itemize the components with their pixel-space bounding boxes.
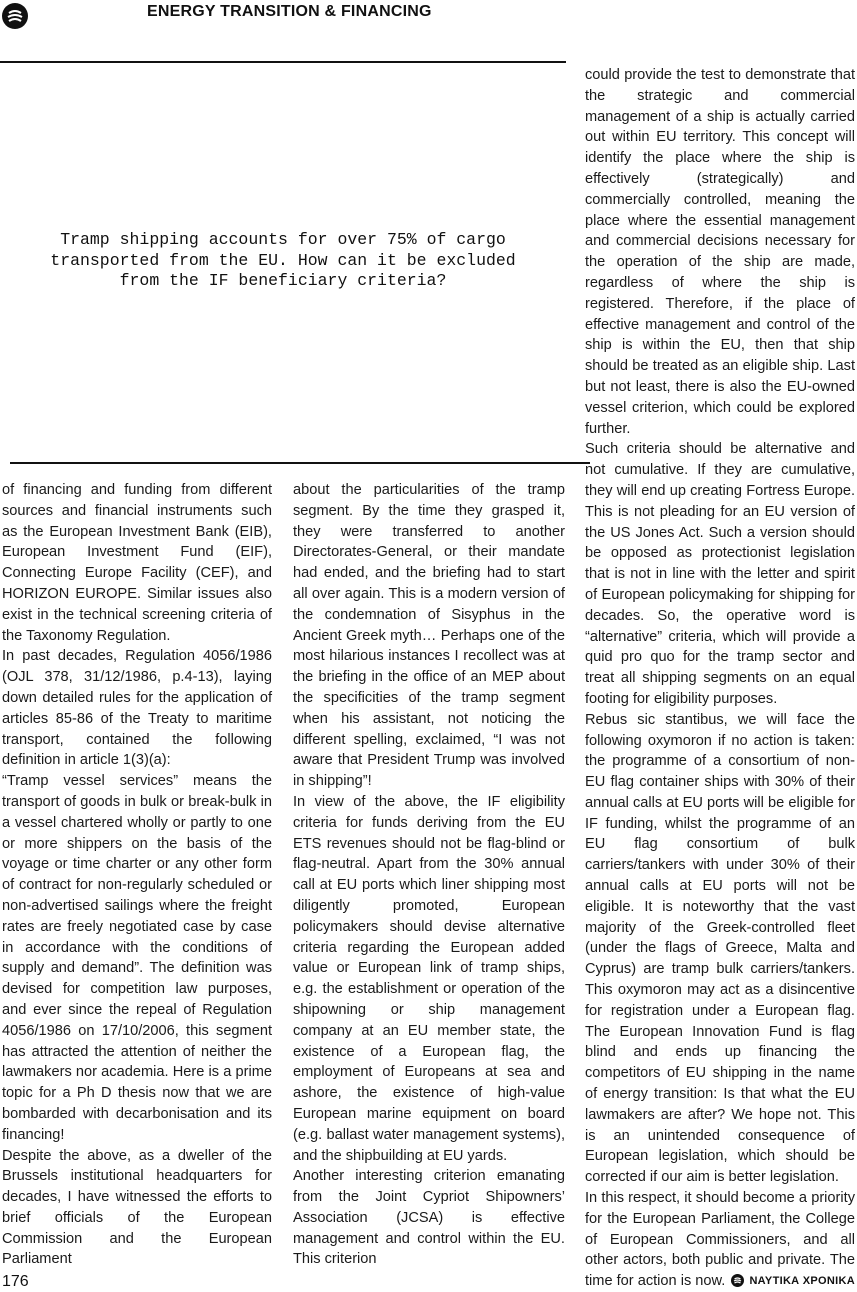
paragraph: could provide the test to demonstrate that the strategic and commercial management of a ship is actually carried out within EU territory. This concept will identify the place where the ship is effectively (strategically) and commercially controlled, meaning the place where the essential management and commercial decisions necessary for the operation of the ship are made, regardless of where the ship is registered. Therefore, if the place of effective management and control of the ship is within the EU, then that ship should be treated as an eligible ship. Last but not least, there is also the EU-owned vessel criterion, which could be explored further. [585,67,855,437]
paragraph: Another interesting criterion emanating from the Joint Cypriot Shipowners’ Association (JCSA) is effective management and control within the EU. This criterion [293,1168,565,1268]
pull-quote: Tramp shipping accounts for over 75% of cargo transported from the EU. How can it be excluded from the IF beneficiary criteria? [50,230,516,290]
article-column-middle [293,480,565,1270]
paragraph: In past decades, Regulation 4056/1986 (OJL 378, 31/12/1986, p.4-13), laying down detailed rules for the application of articles 85-86 of the Treaty to maritime transport, contained the following definition in article 1(3)(a): [2,648,272,769]
top-divider [0,61,566,63]
section-title: ENERGY TRANSITION & FINANCING [147,3,432,20]
paragraph: about the particularities of the tramp segment. By the time they grasped it, they were transferred to another Directorates-General, or their mandate had ended, and the briefing had to start all over again. This is a modern version of the condemnation of Sisyphus in the Ancient Greek myth… Perhaps one of the most hilarious instances I recollect was at the briefing in the office of an MEP about the specificities of the tramp segment when his assistant, not noticing the different spelling, exclaimed, “I was not aware that President Trump was involved in shipping”! [293,482,565,790]
footer-brand [731,1274,855,1287]
publication-logo-icon [731,1274,744,1287]
middle-divider [10,462,590,464]
paragraph: Such criteria should be alternative and not cumulative. If they are cumulative, they will end up creating Fortress Europe. This is not pleading for an EU version of the US Jones Act. Such a version should be opposed as protectionist legislation that is not in line with the letter and spirit of European policymaking for shipping for decades. So, the operative word is “alternative” criteria, which will provide a quid pro quo for the tramp sector and treat all shipping segments on an equal footing for eligibility purposes. [585,441,855,707]
paragraph: In this respect, it should become a priority for the European Parliament, the College of European Commissioners, and all other actors, both public and private. The time for action is now. [585,1190,855,1290]
page-number: 176 [2,1273,29,1290]
article-column-right [585,65,855,1292]
paragraph: In view of the above, the IF eligibility criteria for funds deriving from the EU ETS revenues should not be flag-blind or flag-neutral. Apart from the 30% annual call at EU ports which liner shipping most diligently promoted, European policymakers should devise alternative criteria regarding the European added value or European link of tramp ships, e.g. the establishment or operation of the shipowning or ship management company at an EU member state, the existence of a European flag, the employment of Europeans at sea and ashore, the existence of high-value European marine equipment on board (e.g. ballast water management systems), and the shipbuilding at EU yards. [293,793,565,1164]
paragraph: Rebus sic stantibus, we will face the following oxymoron if no action is taken: the programme of a consortium of non-EU flag container ships with 30% of their annual calls at EU ports will be eligible for IF funding, whilst the programme of an EU flag consortium of bulk carriers/tankers with under 30% of their annual calls at EU ports will not be eligible. It is noteworthy that the vast majority of the Greek-controlled fleet (under the flags of Greece, Malta and Cyprus) are tramp bulk carriers/tankers. This oxymoron may act as a disincentive for registration under a European flag. The European Innovation Fund is flag blind and ends up financing the competitors of EU shipping in the name of energy transition: Is that what the EU lawmakers are after? We hope not. This is an unintended consequence of European legislation, which should be corrected if our aim is better legislation. [585,711,855,1186]
paragraph: “Tramp vessel services” means the transport of goods in bulk or break-bulk in a vessel chartered wholly or partly to one or more shippers on the basis of the voyage or time charter or any other form of contract for non-regularly scheduled or non-advertised sailings where the freight rates are freely negotiated case by case in accordance with the conditions of supply and demand”. The definition was devised for competition law purposes, and ever since the repeal of Regulation 4056/1986 on 17/10/2006, this segment has attracted the attention of neither the lawmakers nor academia. Here is a prime topic for a Ph D thesis now that we are bombarded with decarbonisation and its financing! [2,773,272,1143]
article-column-left [2,480,272,1270]
paragraph: Despite the above, as a dweller of the Brussels institutional headquarters for decades, I have witnessed the efforts to brief officials of the European Commission and the European Parliament [2,1147,272,1268]
paragraph: of financing and funding from different sources and financial instruments such as the European Investment Bank (EIB), European Investment Fund (EIF), Connecting Europe Facility (CEF), and HORIZON EUROPE. Similar issues also exist in the technical screening criteria of the Taxonomy Regulation. [2,482,272,644]
publication-name: ΝΑΥΤΙΚΑ ΧΡΟΝΙΚΑ [749,1274,855,1287]
publication-logo-icon [2,3,28,29]
